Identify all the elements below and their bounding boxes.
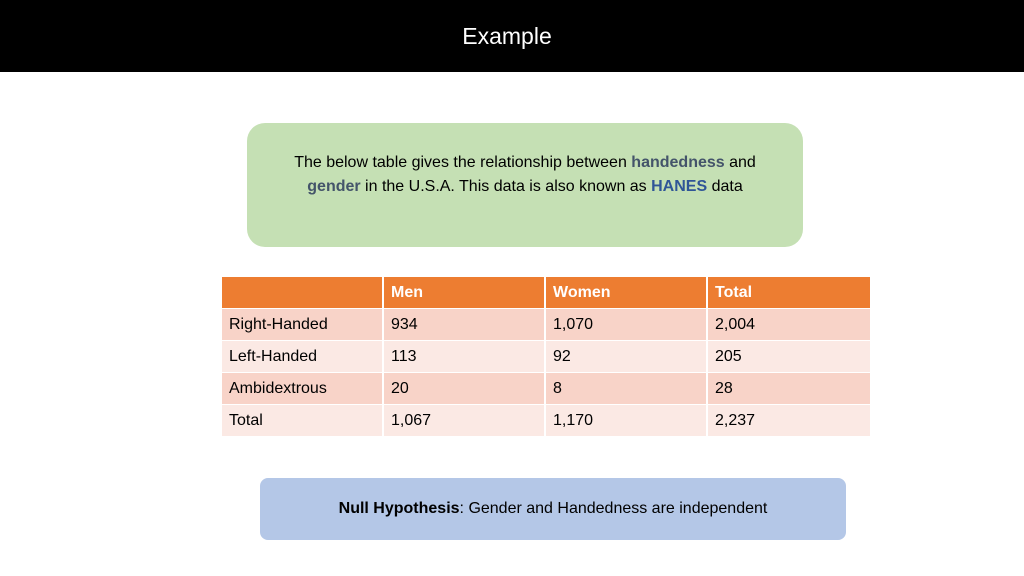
row-label: Left-Handed: [222, 341, 383, 373]
cell-total: 2,237: [707, 405, 870, 437]
slide-title: Example: [462, 22, 552, 49]
intro-term-handedness: handedness: [631, 154, 725, 171]
intro-text-part1: The below table gives the relationship between: [294, 154, 632, 171]
row-label: Right-Handed: [222, 309, 383, 341]
cell-men: 1,067: [383, 405, 545, 437]
cell-women: 1,070: [545, 309, 707, 341]
cell-women: 92: [545, 341, 707, 373]
intro-term-hanes: HANES: [651, 178, 708, 195]
header-cell-men: Men: [383, 277, 545, 309]
table-row: [222, 341, 870, 373]
cell-men: 113: [383, 341, 545, 373]
intro-text-part2: and: [724, 154, 756, 171]
title-bar: [0, 0, 1024, 72]
intro-text-part3: in the U.S.A. This data is also known as: [360, 178, 652, 195]
row-label: Total: [222, 405, 383, 437]
table-row: [222, 373, 870, 405]
header-cell-women: Women: [545, 277, 707, 309]
intro-callout: [247, 123, 803, 247]
null-hypothesis-text: : Gender and Handedness are independent: [459, 500, 768, 517]
table-row: [222, 405, 870, 437]
cell-women: 1,170: [545, 405, 707, 437]
null-hypothesis-label: Null Hypothesis: [338, 500, 460, 517]
intro-text-part4: data: [707, 178, 743, 195]
cell-women: 8: [545, 373, 707, 405]
cell-men: 20: [383, 373, 545, 405]
row-label: Ambidextrous: [222, 373, 383, 405]
cell-total: 2,004: [707, 309, 870, 341]
table-header-row: [222, 277, 870, 309]
null-hypothesis-callout: [260, 478, 846, 540]
cell-total: 205: [707, 341, 870, 373]
header-cell-blank: [222, 277, 383, 309]
table-row: [222, 309, 870, 341]
handedness-gender-table: [222, 277, 870, 437]
header-cell-total: Total: [707, 277, 870, 309]
cell-men: 934: [383, 309, 545, 341]
cell-total: 28: [707, 373, 870, 405]
intro-term-gender: gender: [307, 178, 361, 195]
